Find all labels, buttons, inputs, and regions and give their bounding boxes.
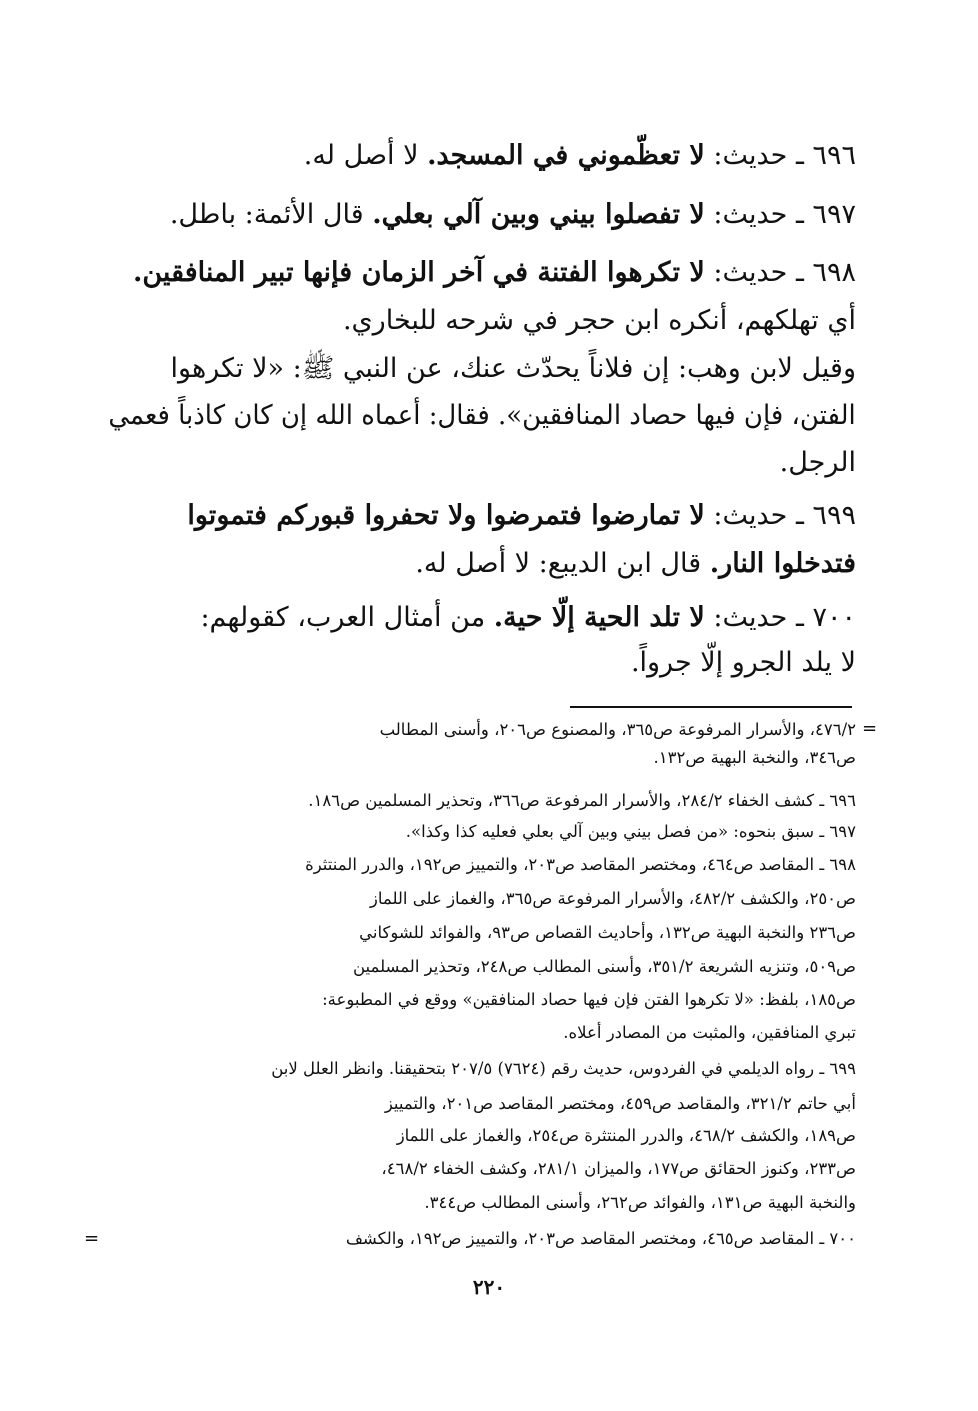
footnote-699: ٦٩٩ ـ رواه الديلمي في الفردوس، حديث رقم (٧٦٢٤) ٢٠٧/٥ بتحقيقنا. وانظر العلل لابن bbox=[271, 1059, 856, 1078]
hadith-text: فتدخلوا النار. bbox=[709, 548, 856, 579]
hadith-698: ٦٩٨ ـ حديث: لا تكرهوا الفتنة في آخر الزمان فإنها تبير المنافقين. bbox=[132, 257, 856, 288]
hadith-note: قال ابن الديبع: لا أصل له. bbox=[415, 548, 702, 579]
footnote-line: والنخبة البهية ص١٣١، والفوائد ص٢٦٢، وأسنى المطالب ص٣٤٤. bbox=[424, 1193, 856, 1212]
footnote-line: تبري المنافقين، والمثبت من المصادر أعلاه. bbox=[563, 1023, 856, 1042]
hadith-label: حديث: bbox=[713, 500, 788, 531]
hadith-698-commentary: أي تهلكهم، أنكره ابن حجر في شرحه للبخاري. bbox=[342, 305, 856, 336]
hadith-note: من أمثال العرب، كقولهم: bbox=[200, 602, 486, 633]
footnote-line: ص١٨٥، بلفظ: «لا تكرهوا الفتن فإن فيها حصاد المنافقين» ووقع في المطبوعة: bbox=[322, 990, 856, 1009]
continuation-mark: = bbox=[84, 1228, 100, 1249]
hadith-note: لا أصل له. bbox=[303, 140, 419, 171]
hadith-number: ٦٩٩ bbox=[812, 500, 856, 531]
hadith-label: حديث: bbox=[713, 257, 788, 288]
continuation-mark: = bbox=[862, 718, 878, 739]
footnote-697: ٦٩٧ ـ سبق بنحوه: «من فصل بيني وبين آلي بعلي فعليه كذا وكذا». bbox=[405, 822, 856, 841]
footnote-line: ص٥٠٩، وتنزيه الشريعة ٣٥١/٢، وأسنى المطالب ص٢٤٨، وتحذير المسلمين bbox=[353, 957, 856, 976]
page-number: ٢٢٠ bbox=[472, 1275, 506, 1299]
footnote-line: ص٢٣٣، وكنوز الحقائق ص١٧٧، والميزان ٢٨١/١، وكشف الخفاء ٤٦٨/٢، bbox=[381, 1159, 856, 1178]
footnote-number: ٦٩٨ ـ bbox=[819, 855, 856, 874]
hadith-note: قال الأئمة: باطل. bbox=[169, 199, 364, 230]
hadith-label: حديث: bbox=[713, 602, 788, 633]
hadith-number: ٦٩٧ bbox=[812, 199, 856, 230]
footnote-separator bbox=[570, 706, 852, 708]
hadith-label: حديث: bbox=[713, 140, 788, 171]
hadith-label: حديث: bbox=[713, 199, 788, 230]
hadith-700-proverb: لا يلد الجرو إلّا جرواً. bbox=[630, 647, 856, 678]
footnote-line: ص١٨٩، والكشف ٤٦٨/٢، والدرر المنتثرة ص٢٥٤، والغماز على اللماز bbox=[396, 1126, 856, 1145]
hadith-text: لا تعظّموني في المسجد. bbox=[427, 140, 705, 171]
footnote-number: ٦٩٦ ـ bbox=[819, 791, 856, 810]
footnote-number: ٦٩٧ ـ bbox=[819, 822, 856, 841]
footnote-696: ٦٩٦ ـ كشف الخفاء ٢٨٤/٢، والأسرار المرفوعة ص٣٦٦، وتحذير المسلمين ص١٨٦. bbox=[308, 791, 856, 810]
hadith-text: لا تمارضوا فتمرضوا ولا تحفروا قبوركم فتموتوا bbox=[187, 500, 705, 531]
footnote-line: أبي حاتم ٣٢١/٢، والمقاصد ص٤٥٩، ومختصر المقاصد ص٢٠١، والتمييز bbox=[384, 1094, 856, 1113]
hadith-number: ٦٩٦ bbox=[812, 140, 856, 171]
hadith-text: لا تكرهوا الفتنة في آخر الزمان فإنها تبير المنافقين. bbox=[132, 257, 705, 288]
footnote-line: ص٢٥٠، والكشف ٤٨٢/٢، والأسرار المرفوعة ص٣٦٥، والغماز على اللماز bbox=[369, 889, 856, 908]
footnote-line: ص٣٤٦، والنخبة البهية ص١٣٢. bbox=[653, 748, 856, 767]
footnote-number: ٧٠٠ ـ bbox=[819, 1229, 856, 1248]
hadith-699-cont bbox=[415, 544, 856, 584]
hadith-699: ٦٩٩ ـ حديث: لا تمارضوا فتمرضوا ولا تحفروا قبوركم فتموتوا bbox=[187, 500, 856, 531]
hadith-number: ٦٩٨ bbox=[812, 257, 856, 288]
hadith-697: ٦٩٧ ـ حديث: لا تفصلوا بيني وبين آلي بعلي. قال الأئمة: باطل. bbox=[169, 199, 856, 230]
footnote-698: ٦٩٨ ـ المقاصد ص٤٦٤، ومختصر المقاصد ص٢٠٣، والتمييز ص١٩٢، والدرر المنتثرة bbox=[305, 855, 856, 874]
hadith-text: لا تفصلوا بيني وبين آلي بعلي. bbox=[372, 199, 705, 230]
paragraph-line: الفتن، فإن فيها حصاد المنافقين». فقال: أعماه الله إن كان كاذباً فعمي bbox=[108, 400, 856, 431]
hadith-number: ٧٠٠ bbox=[812, 602, 856, 633]
paragraph-line: وقيل لابن وهب: إن فلاناً يحدّث عنك، عن النبي ﷺ: «لا تكرهوا bbox=[170, 353, 856, 384]
paragraph-line: الرجل. bbox=[779, 447, 856, 478]
footnote-number: ٦٩٩ ـ bbox=[819, 1059, 856, 1078]
hadith-text: لا تلد الحية إلّا حية. bbox=[493, 602, 705, 633]
hadith-700: ٧٠٠ ـ حديث: لا تلد الحية إلّا حية. من أمثال العرب، كقولهم: bbox=[200, 602, 856, 633]
footnote-line: ص٢٣٦ والنخبة البهية ص١٣٢، وأحاديث القصاص ص٩٣، والفوائد للشوكاني bbox=[359, 923, 856, 942]
hadith-696: ٦٩٦ ـ حديث: لا تعظّموني في المسجد. لا أصل له. bbox=[303, 140, 856, 171]
footnote-line: ٤٧٦/٢، والأسرار المرفوعة ص٣٦٥، والمصنوع ص٢٠٦، وأسنى المطالب bbox=[379, 720, 856, 739]
footnote-700: ٧٠٠ ـ المقاصد ص٤٦٥، ومختصر المقاصد ص٢٠٣، والتمييز ص١٩٢، والكشف bbox=[345, 1229, 856, 1248]
